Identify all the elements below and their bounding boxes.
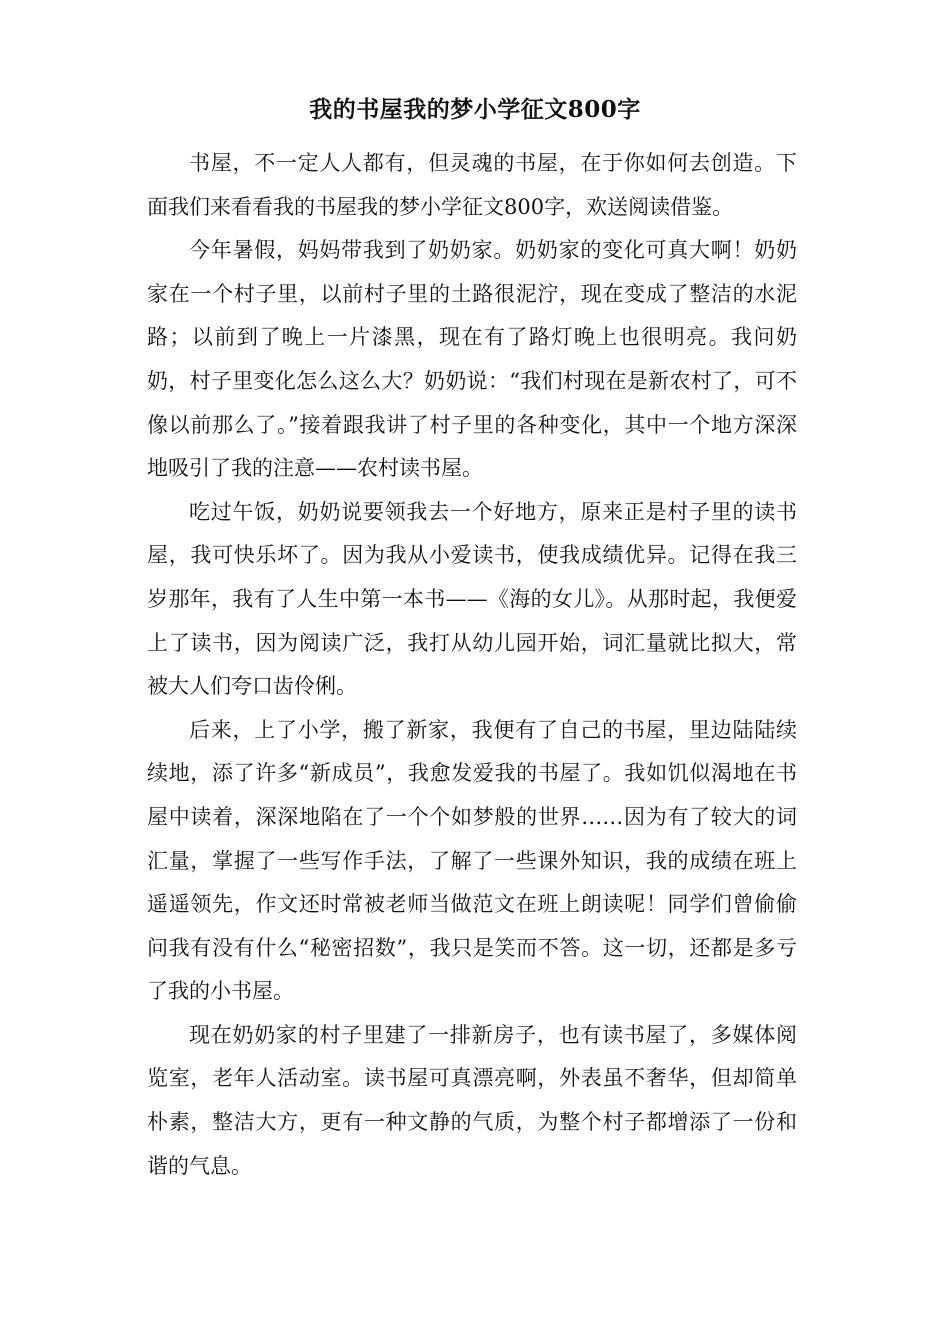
document-body [147,142,797,1188]
paragraph-summer-visit: 今年暑假，妈妈带我到了奶奶家。奶奶家的变化可真大啊！奶奶家在一个村子里，以前村子里的土路很泥泞，现在变成了整洁的水泥路；以前到了晚上一片漆黑，现在有了路灯晚上也很明亮。我问奶奶，村子里变化怎么这么大？奶奶说：“我们村现在是新农村了，可不像以前那么了。”接着跟我讲了村子里的各种变化，其中一个地方深深地吸引了我的注意——农村读书屋。 [147,238,797,481]
document-title: 我的书屋我的梦小学征文800字 [309,96,641,123]
paragraph-my-book-room: 后来，上了小学，搬了新家，我便有了自己的书屋，里边陆陆续续地，添了许多“新成员”，我愈发爱我的书屋了。我如饥似渴地在书屋中读着，深深地陷在了一个个如梦般的世界……因为有了较大的词汇量，掌握了一些写作手法，了解了一些课外知识，我的成绩在班上遥遥领先，作文还时常被老师当做范文在班上朗读呢！同学们曾偷偷问我有没有什么“秘密招数”，我只是笑而不答。这一切，还都是多亏了我的小书屋。 [147,717,797,1004]
paragraph-intro: 书屋，不一定人人都有，但灵魂的书屋，在于你如何去创造。下面我们来看看我的书屋我的梦小学征文800字，欢送阅读借鉴。 [147,151,797,219]
paragraph-reading-room-visit: 吃过午饭，奶奶说要领我去一个好地方，原来正是村子里的读书屋，我可快乐坏了。因为我从小爱读书，使我成绩优异。记得在我三岁那年，我有了人生中第一本书——《海的女儿》。从那时起，我便爱上了读书，因为阅读广泛，我打从幼儿园开始，词汇量就比拟大，常被大人们夸口齿伶俐。 [147,499,797,699]
paragraph-new-village: 现在奶奶家的村子里建了一排新房子，也有读书屋了，多媒体阅览室，老年人活动室。读书屋可真漂亮啊，外表虽不奢华，但却简单朴素，整洁大方，更有一种文静的气质，为整个村子都增添了一份和谐的气息。 [147,1022,797,1178]
